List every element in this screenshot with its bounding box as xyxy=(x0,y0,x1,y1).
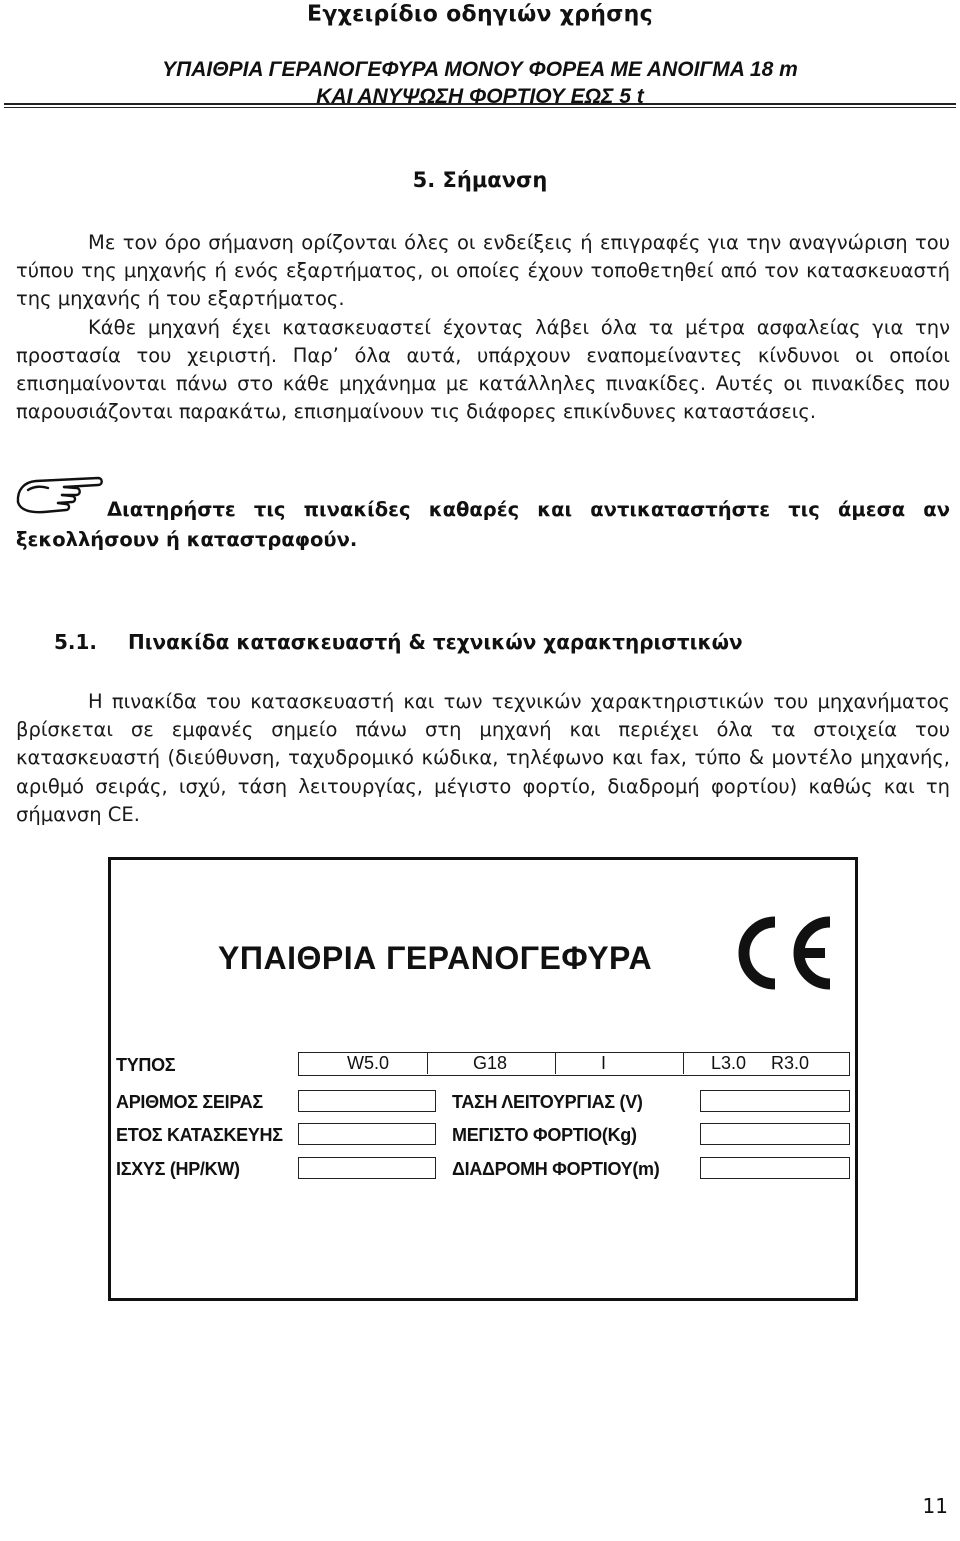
subsection-body xyxy=(16,688,950,829)
type-value-1: W5.0 xyxy=(347,1053,390,1073)
document-subtitle xyxy=(0,56,960,110)
type-field xyxy=(298,1052,850,1076)
type-divider xyxy=(683,1053,684,1074)
type-value-2: G18 xyxy=(473,1053,508,1073)
page-number: 11 xyxy=(922,1494,948,1518)
serial-number-label: ΑΡΙΘΜΟΣ ΣΕΙΡΑΣ xyxy=(116,1092,263,1112)
header-rule xyxy=(4,103,956,105)
maintenance-note: Διατηρήστε τις πινακίδες καθαρές και αντικαταστήστε τις άμεσα αν ξεκολλήσουν ή καταστραφούν. xyxy=(16,498,950,551)
power-field xyxy=(298,1157,436,1179)
type-value-4: L3.0 xyxy=(711,1053,747,1073)
year-label: ΕΤΟΣ ΚΑΤΑΣΚΕΥΗΣ xyxy=(116,1125,283,1145)
subsection-number: 5.1. xyxy=(54,630,98,654)
type-label: ΤΥΠΟΣ xyxy=(116,1055,176,1075)
section-title: 5. Σήμανση xyxy=(412,168,548,192)
serial-number-field xyxy=(298,1090,436,1112)
voltage-label: ΤΑΣΗ ΛΕΙΤΟΥΡΓΙΑΣ (V) xyxy=(452,1092,643,1112)
year-field xyxy=(298,1123,436,1145)
load-travel-field xyxy=(700,1157,850,1179)
manual-title: Εγχειρίδιο οδηγιών χρήσης xyxy=(307,2,653,27)
max-load-field xyxy=(700,1123,850,1145)
max-load-label: ΜΕΓΙΣΤΟ ΦΟΡΤΙΟ(Kg) xyxy=(452,1125,637,1145)
type-value-3: I xyxy=(601,1053,607,1073)
plate-title: ΥΠΑΙΘΡΙΑ ΓΕΡΑΝΟΓΕΦΥΡΑ xyxy=(218,940,653,976)
paragraph-safety: Κάθε μηχανή έχει κατασκευαστεί έχοντας λάβει όλα τα μέτρα ασφαλείας για την προστασία του χειριστή. Παρ’ όλα αυτά, υπάρχουν εναπομείναντες κίνδυνοι οι οποίοι επισημαίνονται πάνω στο κάθε μηχάνημα με κατάλληλες πινακίδες. Αυτές οι πινακίδες που παρουσιάζονται παρακάτω, επισημαίνουν τις διάφορες επικίνδυνες καταστάσεις. xyxy=(16,315,950,424)
subtitle-line-2: ΚΑΙ ΑΝΥΨΩΣΗ ΦΟΡΤΙΟΥ ΕΩΣ 5 t xyxy=(316,85,644,108)
type-divider xyxy=(555,1053,556,1074)
power-label: ΙΣΧΥΣ (HP/KW) xyxy=(116,1159,240,1179)
load-travel-label: ΔΙΑΔΡΟΜΗ ΦΟΡΤΙΟΥ(m) xyxy=(452,1159,660,1179)
voltage-field xyxy=(700,1090,850,1112)
paragraph-plate-description: Η πινακίδα του κατασκευαστή και των τεχνικών χαρακτηριστικών του μηχανήματος βρίσκεται σε εμφανές σημείο πάνω στη μηχανή και περιέχει όλα τα στοιχεία του κατασκευαστή (διεύθυνση, ταχυδρομικό κώδικα, τηλέφωνο και fax, τύπο & μοντέλο μηχανής, αριθμό σειράς, ισχύ, τάση λειτουργίας, μέγιστο φορτίο, διαδρομή φορτίου) καθώς και τη σήμανση CE. xyxy=(16,690,950,826)
paragraph-marking-definition: Με τον όρο σήμανση ορίζονται όλες οι ενδείξεις ή επιγραφές για την αναγνώριση του τύπου της μηχανής ή ενός εξαρτήματος, οι οποίες έχουν τοποθετηθεί από τον κατασκευαστή της μηχανής ή του εξαρτήματος. xyxy=(16,231,950,311)
section-body xyxy=(16,229,950,426)
type-divider xyxy=(427,1053,428,1074)
header-rule-thin xyxy=(4,107,956,108)
type-value-5: R3.0 xyxy=(771,1053,810,1073)
subtitle-line-1: ΥΠΑΙΘΡΙΑ ΓΕΡΑΝΟΓΕΦΥΡΑ ΜΟΝΟΥ ΦΟΡΕΑ ΜΕ ΑΝΟΙΓΜΑ 18 m xyxy=(162,58,798,81)
subsection-title: Πινακίδα κατασκευαστή & τεχνικών χαρακτηριστικών xyxy=(128,630,743,654)
ce-mark-icon xyxy=(735,916,835,990)
